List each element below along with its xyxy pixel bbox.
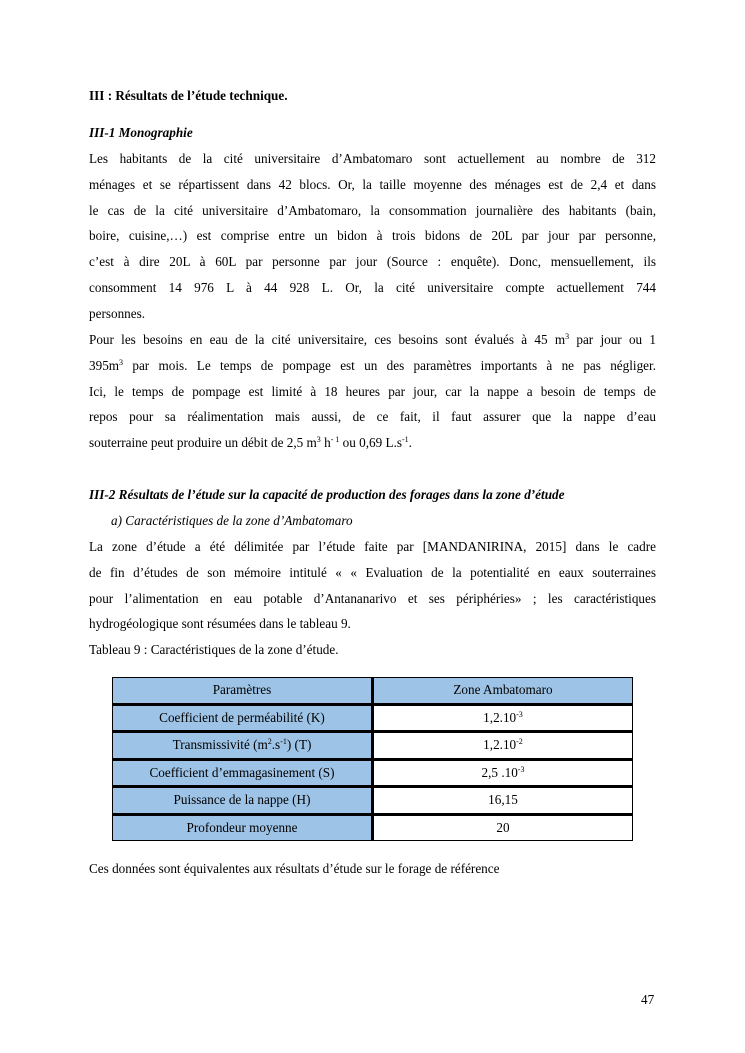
section-title: III : Résultats de l’étude technique. bbox=[89, 88, 288, 103]
param-cell: Coefficient de perméabilité (K) bbox=[112, 704, 373, 732]
param-cell: Transmissivité $(m^2.s^{-1})$ (T) bbox=[112, 731, 373, 759]
value-cell: 2,5 $.10^{-3}$ bbox=[373, 759, 633, 787]
capacite-paragraph bbox=[89, 534, 656, 637]
text-line: hydrogéologique sont résumées dans le tableau 9. bbox=[89, 616, 351, 632]
text-line: Pour les besoins en eau de la cité universitaire, ces besoins sont évalués à 45 $m^3$ par jour ou 1 bbox=[89, 332, 656, 347]
table-row bbox=[112, 786, 633, 814]
value-cell: $1,2.10^{-2}$ bbox=[373, 731, 633, 759]
param-cell: Puissance de la nappe (H) bbox=[112, 786, 373, 814]
text-line: le cas de la cité universitaire d’Ambatomaro, la consommation journalière des habitants (bain, bbox=[89, 202, 656, 218]
monographie-paragraph-2 bbox=[89, 327, 656, 456]
table-caption: Tableau 9 : Caractéristiques de la zone d’étude. bbox=[89, 642, 339, 657]
text-line: repos pour sa réalimentation mais aussi, de ce fait, il faut assurer que la nappe d’eau bbox=[89, 409, 656, 425]
text-line: ménages et se répartissent dans 42 blocs. Or, la taille moyenne des ménages est de 2,4 et dans bbox=[89, 176, 656, 192]
table-header-cell: Paramètres bbox=[112, 677, 373, 704]
text-line: de fin d’études de son mémoire intitulé « « Evaluation de la potentialité en eaux souterraines bbox=[89, 564, 656, 580]
table-row bbox=[112, 814, 633, 842]
text-line: Les habitants de la cité universitaire d’Ambatomaro sont actuellement au nombre de 312 bbox=[89, 151, 656, 166]
table-row bbox=[112, 731, 633, 759]
monographie-title: III-1 Monographie bbox=[89, 125, 193, 140]
zone-characteristics-subtitle: a) Caractéristiques de la zone d’Ambatomaro bbox=[111, 513, 353, 528]
text-line: personnes. bbox=[89, 305, 146, 321]
text-line: $395m^3$ par mois. Le temps de pompage est un des paramètres importants à ne pas négliger. bbox=[89, 357, 656, 373]
monographie-paragraph-1 bbox=[89, 146, 656, 327]
text-line: boire, cuisine,…) est comprise entre un bidon à trois bidons de 20L par jour par personne, bbox=[89, 228, 656, 244]
text-line: consomment 14 976 L à 44 928 L. Or, la cité universitaire compte actuellement 744 bbox=[89, 279, 656, 295]
value-cell: 16,15 bbox=[373, 786, 633, 814]
text-line: pour l’alimentation en eau potable d’Antananarivo et ses périphéries» ; les caractéristiques bbox=[89, 590, 656, 606]
value-cell: 20 bbox=[373, 814, 633, 842]
value-cell: $1,2.10^{-3}$ bbox=[373, 704, 633, 732]
table-row bbox=[112, 759, 633, 787]
text-line: souterraine peut produire un débit de 2,5 $m^3$ $h^{- 1}$ ou 0,69 $L.s^{-1}$. bbox=[89, 435, 412, 451]
param-cell: Coefficient d’emmagasinement (S) bbox=[112, 759, 373, 787]
table-header-row bbox=[112, 677, 633, 704]
after-table-text: Ces données sont équivalentes aux résultats d’étude sur le forage de référence bbox=[89, 861, 500, 876]
characteristics-table bbox=[112, 677, 633, 841]
table-header-cell: Zone Ambatomaro bbox=[373, 677, 633, 704]
param-cell: Profondeur moyenne bbox=[112, 814, 373, 842]
page-number: 47 bbox=[641, 992, 655, 1007]
text-line: c’est à dire 20L à 60L par personne par jour (Source : enquête). Donc, mensuellement, ils bbox=[89, 254, 656, 270]
text-line: Ici, le temps de pompage est limité à 18 heures par jour, car la nappe a besoin de temps de bbox=[89, 383, 656, 399]
text-line: La zone d’étude a été délimitée par l’étude faite par [MANDANIRINA, 2015] dans le cadre bbox=[89, 539, 656, 554]
table-row bbox=[112, 704, 633, 732]
capacite-title: III-2 Résultats de l’étude sur la capacité de production des forages dans la zone d’étude bbox=[89, 487, 565, 502]
